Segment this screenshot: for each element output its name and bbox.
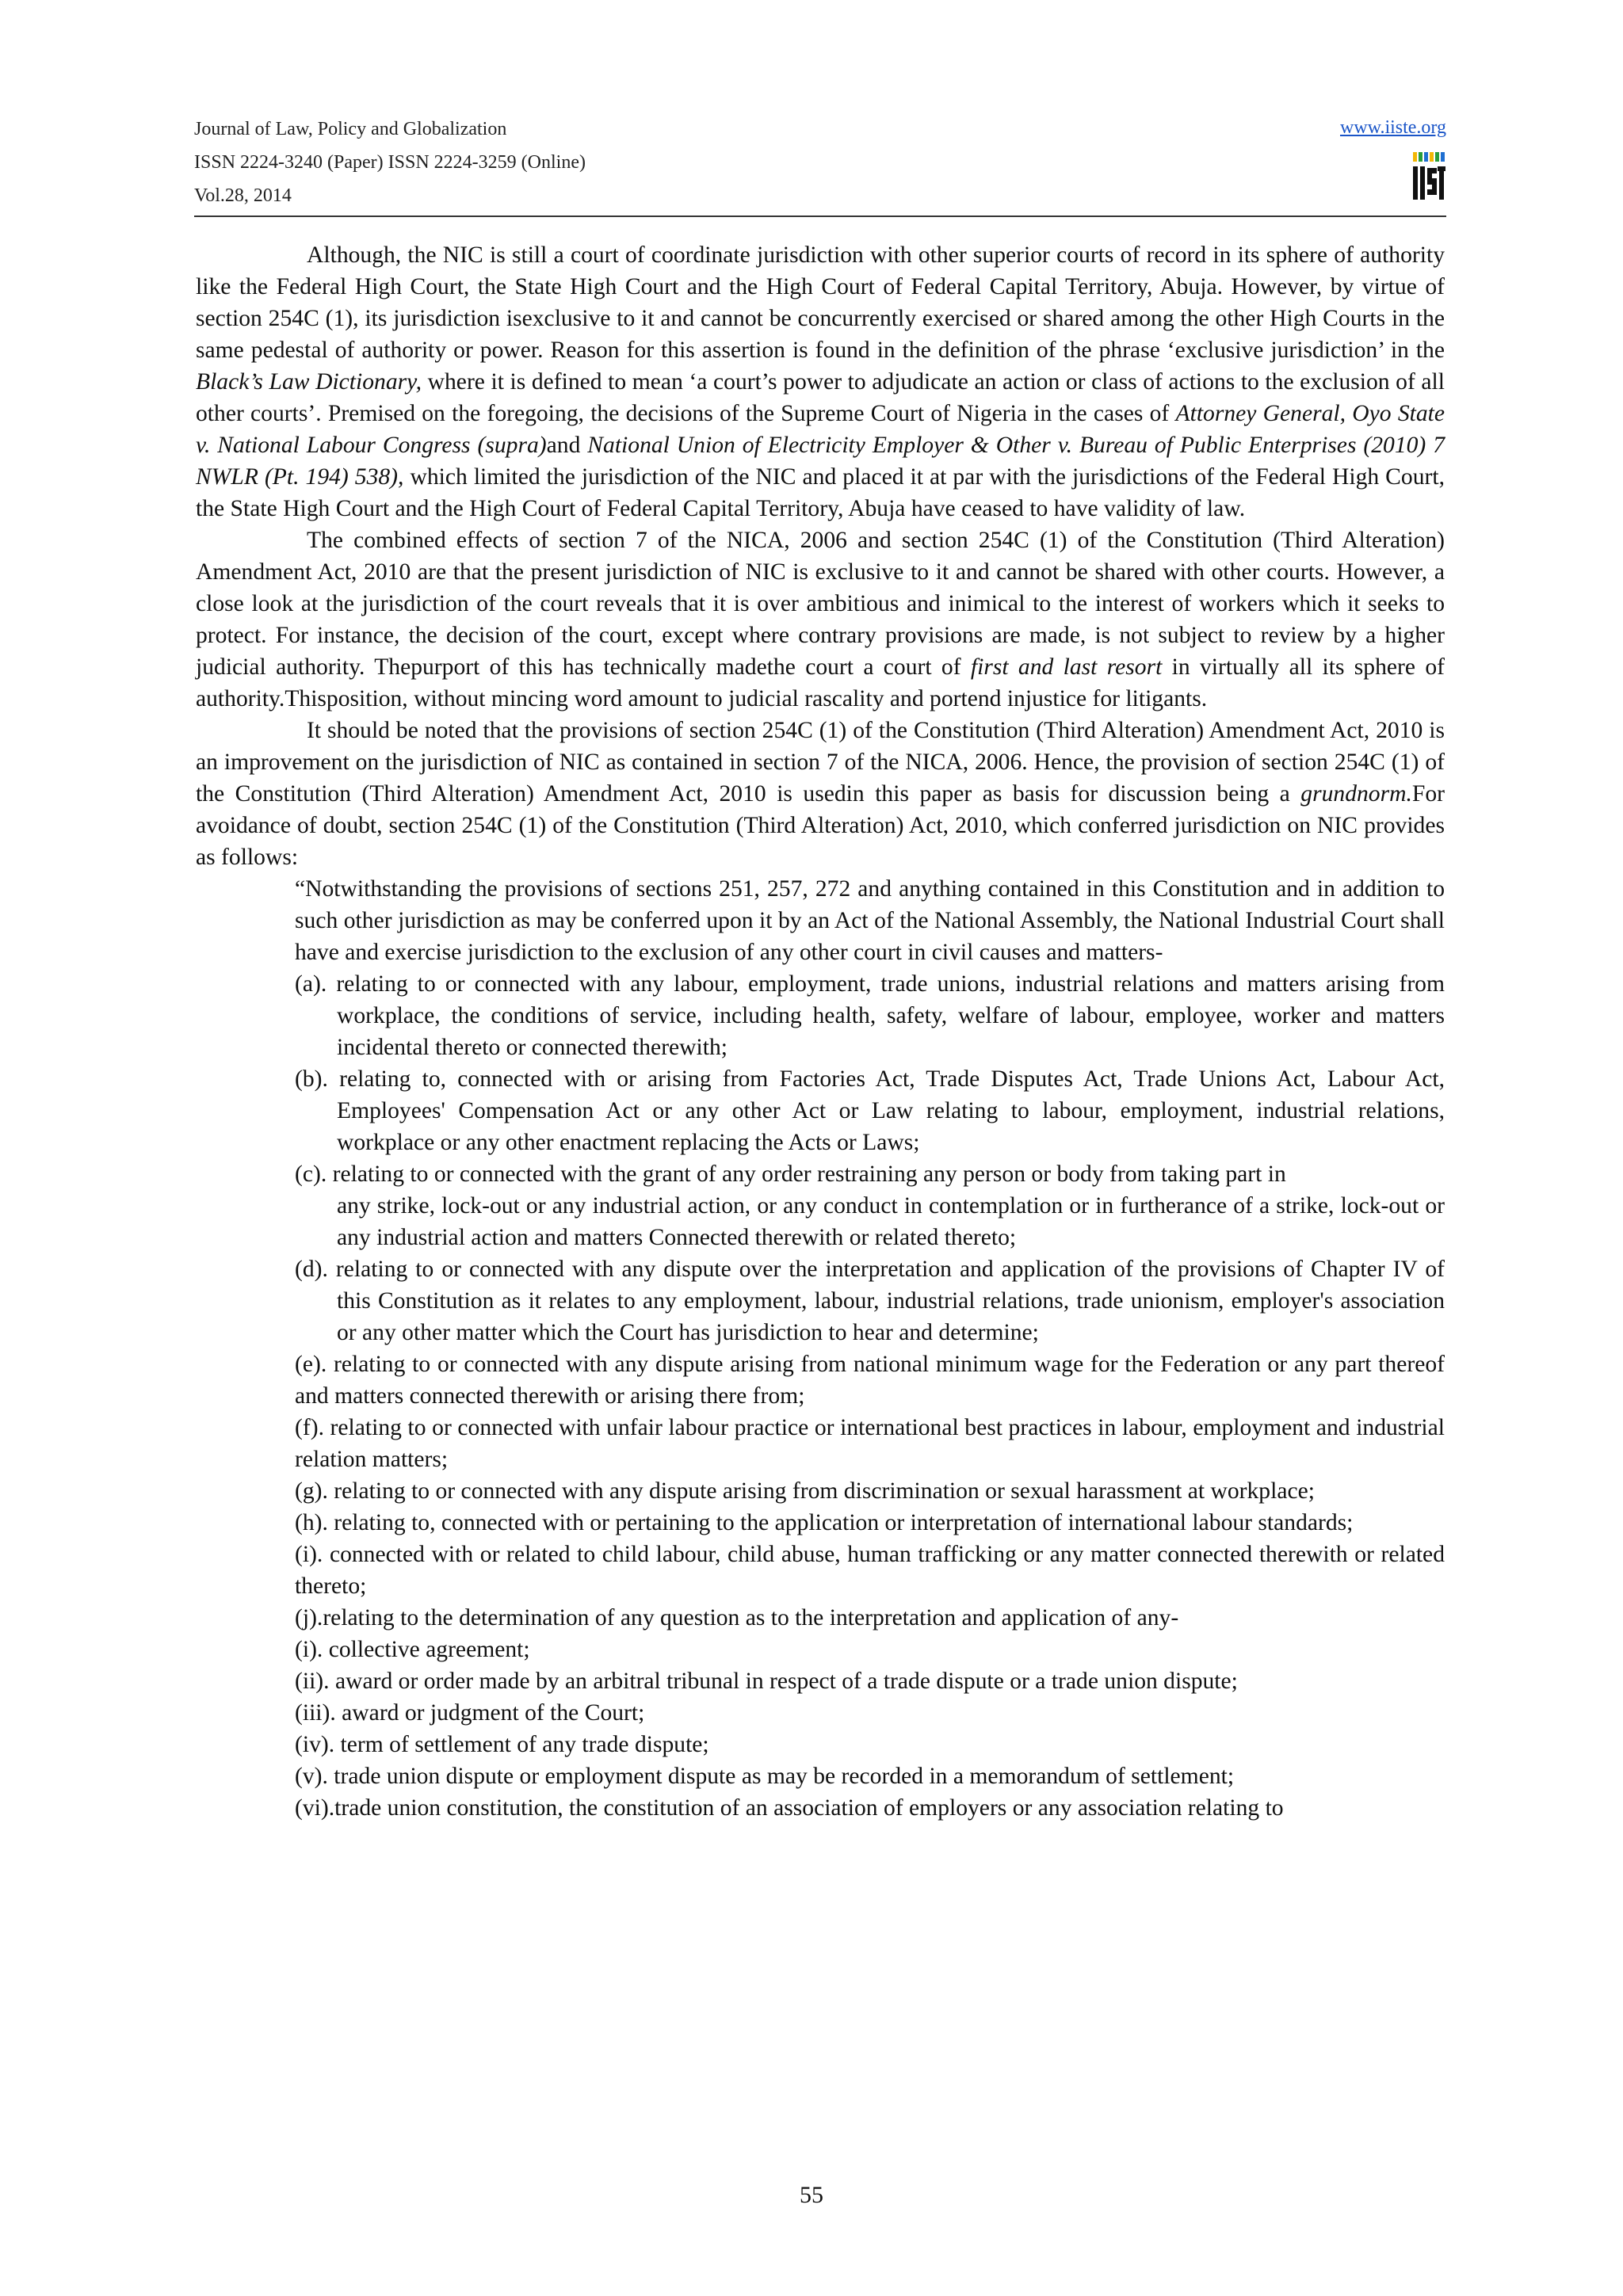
volume-line: Vol.28, 2014 (194, 185, 292, 206)
quote-item-f: (f). relating to or connected with unfair labour practice or international best practices in labour, employment and industrial relation matters; (295, 1415, 1445, 1472)
quote-item-c-continued: any strike, lock-out or any industrial action, or any conduct in contemplation or in furtherance of a strike, lock-out or any industrial action and matters Connected therewith or related thereto; (337, 1193, 1445, 1250)
quote-subitem-4: (iv). term of settlement of any trade dispute; (295, 1732, 709, 1757)
article-body (196, 239, 1445, 1824)
paragraph-1: Although, the NIC is still a court of coordinate jurisdiction with other superior courts of record in its sphere of authority like the Federal High Court, the State High Court and the High Court of Federal Capital Territory, Abuja. However, by virtue of section 254C (1), its jurisdiction isexclusive to it and cannot be concurrently exercised or shared among the other High Courts in the same pedestal of authority or power. Reason for this assertion is found in the definition of the phrase ‘exclusive jurisdiction’ in the Black’s Law Dictionary, where it is defined to mean ‘a court’s power to adjudicate an action or class of actions to the exclusion of all other courts’. Premised on the foregoing, the decisions of the Supreme Court of Nigeria in the cases of Attorney General, Oyo State v. National Labour Congress (supra)and National Union of Electricity Employer & Other v. Bureau of Public Enterprises (2010) 7 NWLR (Pt. 194) 538), which limited the jurisdiction of the NIC and placed it at par with the jurisdictions of the Federal High Court, the State High Court and the High Court of Federal Capital Territory, Abuja have ceased to have validity of law. (196, 242, 1445, 521)
quote-subitem-6: (vi).trade union constitution, the constitution of an association of employers or any association relating to (295, 1795, 1284, 1821)
quote-item-a: (a). relating to or connected with any labour, employment, trade unions, industrial relations and matters arising from workplace, the conditions of service, including health, safety, welfare of labour, employee, worker and matters incidental thereto or connected therewith; (295, 971, 1445, 1060)
iiste-logo (1411, 149, 1446, 203)
quote-item-j: (j).relating to the determination of any question as to the interpretation and application of any- (295, 1605, 1179, 1630)
page-header (194, 111, 1446, 212)
quote-item-i: (i). connected with or related to child labour, child abuse, human trafficking or any matter connected therewith or related thereto; (295, 1542, 1445, 1599)
journal-title: Journal of Law, Policy and Globalization (194, 119, 507, 139)
quote-subitem-5: (v). trade union dispute or employment dispute as may be recorded in a memorandum of settlement; (295, 1764, 1235, 1789)
quote-item-d: (d). relating to or connected with any dispute over the interpretation and application of the provisions of Chapter IV of this Constitution as it relates to any employment, labour, industrial relations, trade unionism, employer's association or any other matter which the Court has jurisdiction to hear and determine; (295, 1257, 1445, 1345)
quote-subitem-2: (ii). award or order made by an arbitral tribunal in respect of a trade dispute or a trade union dispute; (295, 1669, 1238, 1694)
quote-intro: “Notwithstanding the provisions of sections 251, 257, 272 and anything contained in this Constitution and in addition to such other jurisdiction as may be conferred upon it by an Act of the National Assembly, the National Industrial Court shall have and exercise jurisdiction to the exclusion of any other court in civil causes and matters- (295, 876, 1445, 965)
quote-item-c: (c). relating to or connected with the grant of any order restraining any person or body from taking part in (295, 1161, 1286, 1187)
quote-item-h: (h). relating to, connected with or pertaining to the application or interpretation of international labour standards; (295, 1510, 1354, 1535)
header-divider (194, 215, 1446, 217)
quote-item-g: (g). relating to or connected with any dispute arising from discrimination or sexual harassment at workplace; (295, 1478, 1315, 1504)
quote-item-b: (b). relating to, connected with or arising from Factories Act, Trade Disputes Act, Trade Unions Act, Labour Act, Employees' Compensation Act or any other Act or Law relating to labour, employment, industrial relations, workplace or any other enactment replacing the Acts or Laws; (295, 1066, 1445, 1155)
paragraph-2: The combined effects of section 7 of the NICA, 2006 and section 254C (1) of the Constitution (Third Alteration) Amendment Act, 2010 are that the present jurisdiction of NIC is exclusive to it and cannot be shared with other courts. However, a close look at the jurisdiction of the court reveals that it is over ambitious and inimical to the interest of workers which it seeks to protect. For instance, the decision of the court, except where contrary provisions are made, is not subject to review by a higher judicial authority. Thepurport of this has technically madethe court a court of first and last resort in virtually all its sphere of authority.Thisposition, without mincing word amount to judicial rascality and portend injustice for litigants. (196, 528, 1445, 711)
quote-subitem-3: (iii). award or judgment of the Court; (295, 1700, 645, 1726)
quote-subitem-1: (i). collective agreement; (295, 1637, 530, 1662)
quote-item-e: (e). relating to or connected with any dispute arising from national minimum wage for the Federation or any part thereof and matters connected therewith or arising there from; (295, 1352, 1445, 1409)
journal-url-link[interactable]: www.iiste.org (1340, 117, 1446, 138)
page-number: 55 (800, 2182, 823, 2208)
issn-line: ISSN 2224-3240 (Paper) ISSN 2224-3259 (Online) (194, 152, 586, 173)
paragraph-3: It should be noted that the provisions of section 254C (1) of the Constitution (Third Alteration) Amendment Act, 2010 is an improvement on the jurisdiction of NIC as contained in section 7 of the NICA, 2006. Hence, the provision of section 254C (1) of the Constitution (Third Alteration) Amendment Act, 2010 is usedin this paper as basis for discussion being a grundnorm.For avoidance of doubt, section 254C (1) of the Constitution (Third Alteration) Act, 2010, which conferred jurisdiction on NIC provides as follows: (196, 718, 1445, 870)
